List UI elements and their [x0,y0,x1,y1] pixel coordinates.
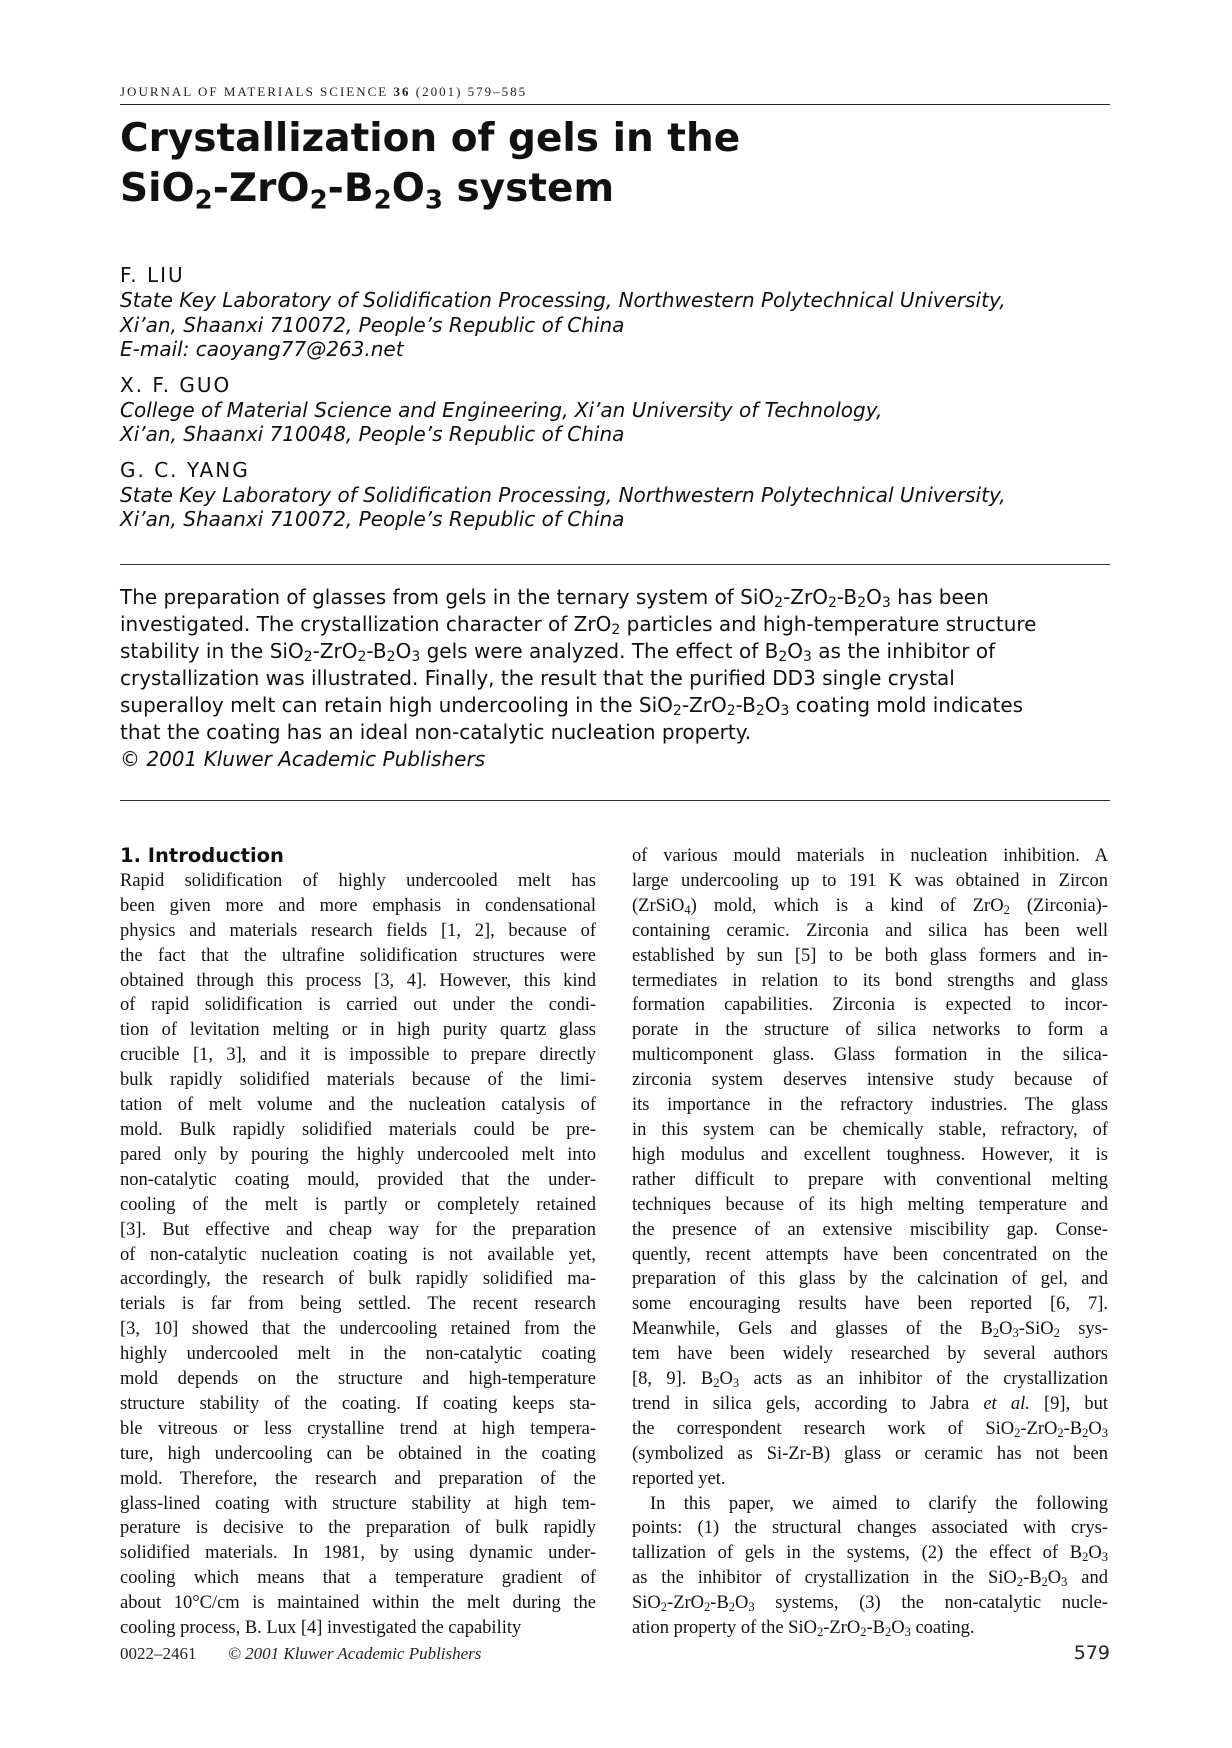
text-line: cooling of the melt is partly or completely retained [120,1194,596,1215]
text-line: cooling which means that a temperature gradient of [120,1568,596,1589]
text-line: tion of levitation melting or in high purity quartz glass [120,1020,596,1041]
text-line: containing ceramic. Zirconia and silica has been well [632,920,1108,941]
paper-title [120,114,1020,214]
text-line: the fact that the ultrafine solidification structures were [120,945,596,966]
text-line: perature is decisive to the preparation of bulk rapidly [120,1518,596,1539]
text-line: rather difficult to prepare with conventional melting [632,1169,1108,1190]
author-affiliation-line: Xi’an, Shaanxi 710072, People’s Republic of China [120,507,625,531]
text-line: glass-lined coating with structure stability at high tem- [120,1493,596,1514]
text-line: ture, high undercooling can be obtained in the coating [120,1443,596,1464]
author-affiliation-line: Xi’an, Shaanxi 710048, People’s Republic of China [120,422,625,446]
abstract-line: that the coating has an ideal non-catalytic nucleation property. [120,720,752,744]
author-affiliation-line: College of Material Science and Engineering, Xi’an University of Technology, [120,397,883,422]
text-line: solidified materials. In 1981, by using dynamic under- [120,1543,596,1564]
text-line: tem have been widely researched by several authors [632,1344,1108,1365]
author-affiliation-line: State Key Laboratory of Solidification Processing, Northwestern Polytechnical University, [120,288,1006,312]
text-line: the correspondent research work of $SiO_2-ZrO_2-B_2O_3$ [632,1418,1108,1440]
text-line: bulk rapidly solidified materials because of the limi- [120,1070,596,1091]
text-line: large undercooling up to 191 K was obtained in Zircon [632,870,1108,891]
footer-copyright: © 2001 Kluwer Academic Publishers [228,1644,482,1663]
author-name: G. C. YANG [120,457,250,482]
text-line: terials is far from being settled. The recent research [120,1294,596,1315]
abstract [120,584,1120,773]
text-line: [8, 9]. $B_2O_3$ acts as an inhibitor of the crystallization [632,1369,1108,1391]
abstract-top-rule [120,564,1110,565]
abstract-line: stability in the $SiO_2-ZrO_2-B_2O_3$ gels were analyzed. The effect of $B_2O_3$ as the inhibitor of [120,639,996,666]
journal-volume: 36 [393,84,411,99]
text-line: zirconia system deserves intensive study because of [632,1070,1108,1091]
journal-header [120,84,1110,105]
author-affiliation-line: Xi’an, Shaanxi 710072, People’s Republic of China [120,312,625,337]
journal-year-pages: (2001) 579–585 [415,84,528,99]
abstract-line: crystallization was illustrated. Finally, the result that the purified DD3 single crystal [120,666,955,690]
text-line: points: (1) the structural changes associated with crys- [632,1518,1108,1539]
text-line: ation property of the $SiO_2-ZrO_2-B_2O_3$ coating. [632,1618,975,1640]
text-line: physics and materials research fields [1, 2], because of [120,920,596,941]
abstract-copyright: © 2001 Kluwer Academic Publishers [120,747,486,771]
title-line-1: Crystallization of gels in the [120,116,741,161]
page-number: 579 [1073,1642,1110,1664]
abstract-bottom-rule [120,800,1110,801]
text-line: the presence of an extensive miscibility gap. Conse- [632,1219,1108,1240]
text-line: multicomponent glass. Glass formation in the silica- [632,1045,1108,1066]
text-line: been given more and more emphasis in condensational [120,895,596,916]
title-line-2: $SiO_2-ZrO_2-B_2O_3$ system [120,166,615,216]
text-line: mold. Therefore, the research and preparation of the [120,1468,596,1489]
text-line: highly undercooled melt in the non-catalytic coating [120,1344,596,1365]
text-line: of rapid solidification is carried out under the condi- [120,995,596,1016]
author-affiliation-line: E-mail: caoyang77@263.net [120,337,404,361]
left-column [120,844,596,1641]
text-line: Meanwhile, Gels and glasses of the $B_2O_3-SiO_2$ sys- [632,1319,1108,1341]
text-line: In this paper, we aimed to clarify the following [650,1493,1108,1514]
left-column-text [120,869,596,1641]
author-name: F. LIU [120,263,185,287]
text-line: as the inhibitor of crystallization in the $SiO_2-B_2O_3$ and [632,1568,1109,1590]
text-line: tation of melt volume and the nucleation catalysis of [120,1095,596,1116]
text-line: techniques because of its high melting temperature and [632,1194,1108,1215]
text-line: termediates in relation to its bond strengths and glass [632,970,1108,991]
text-line: $SiO_2-ZrO_2-B_2O_3$ systems, (3) the non-catalytic nucle- [632,1593,1108,1615]
text-line: of non-catalytic nucleation coating is not available yet, [120,1244,596,1265]
right-column [632,844,1108,1641]
text-line: (symbolized as Si-Zr-B) glass or ceramic has not been [632,1443,1108,1464]
text-line: tallization of gels in the systems, (2) the effect of $B_2O_3$ [632,1543,1108,1565]
text-line: obtained through this process [3, 4]. However, this kind [120,970,596,991]
text-line: Rapid solidification of highly undercooled melt has [120,870,596,891]
text-line: porate in the structure of silica networks to form a [632,1020,1108,1041]
text-line: [3, 10] showed that the undercooling retained from the [120,1319,596,1340]
text-line: high modulus and excellent toughness. However, it is [632,1144,1108,1165]
author-name: X. F. GUO [120,372,232,397]
abstract-text [120,584,1120,746]
footer-issn: 0022–2461 [120,1644,197,1663]
text-line: about 10°C/cm is maintained within the melt during the [120,1593,596,1614]
text-line: cooling process, B. Lux [4] investigated the capability [120,1618,522,1639]
text-line: pared only by pouring the highly undercooled melt into [120,1144,596,1165]
text-line: its importance in the refractory industries. The glass [632,1095,1108,1116]
text-line: mold. Bulk rapidly solidified materials could be pre- [120,1119,596,1140]
text-line: formation capabilities. Zirconia is expected to incor- [632,995,1108,1016]
text-line: quently, recent attempts have been concentrated on the [632,1244,1108,1265]
abstract-line: The preparation of glasses from gels in the ternary system of $SiO_2-ZrO_2-B_2O_3$ has been [120,585,989,612]
journal-name: JOURNAL OF MATERIALS SCIENCE [120,84,389,99]
right-column-text [632,844,1108,1641]
text-line: mold depends on the structure and high-temperature [120,1369,596,1390]
abstract-line: investigated. The crystallization character of ZrO$_2$ particles and high-temperature structure [120,612,1037,639]
abstract-line: superalloy melt can retain high undercooling in the $SiO_2-ZrO_2-B_2O_3$ coating mold indicates [120,693,1024,720]
text-line: of various mould materials in nucleation inhibition. A [632,846,1108,866]
text-line: [3]. But effective and cheap way for the preparation [120,1219,596,1240]
text-line: crucible [1, 3], and it is impossible to prepare directly [120,1045,596,1066]
text-line: structure stability of the coating. If coating keeps sta- [120,1393,596,1414]
author-block [120,262,1120,532]
text-line: some encouraging results have been reported [6, 7]. [632,1294,1108,1315]
text-line: non-catalytic coating mould, provided that the under- [120,1169,596,1190]
text-line: ble vitreous or less crystalline trend at high tempera- [120,1418,596,1439]
text-line: accordingly, the research of bulk rapidly solidified ma- [120,1269,596,1290]
text-line: preparation of this glass by the calcination of gel, and [632,1269,1108,1290]
author-affiliation-line: State Key Laboratory of Solidification Processing, Northwestern Polytechnical University, [120,482,1006,507]
page-footer [120,1642,1110,1668]
text-line: (ZrSiO$_4$) mold, which is a kind of ZrO$_2$ (Zirconia)- [632,895,1108,917]
text-line: trend in silica gels, according to Jabra et al. [9], but [632,1393,1108,1414]
text-line: in this system can be chemically stable, refractory, of [632,1119,1108,1140]
section-heading: 1. Introduction [120,844,284,867]
text-line: reported yet. [632,1468,726,1489]
text-line: established by sun [5] to be both glass formers and in- [632,945,1108,966]
